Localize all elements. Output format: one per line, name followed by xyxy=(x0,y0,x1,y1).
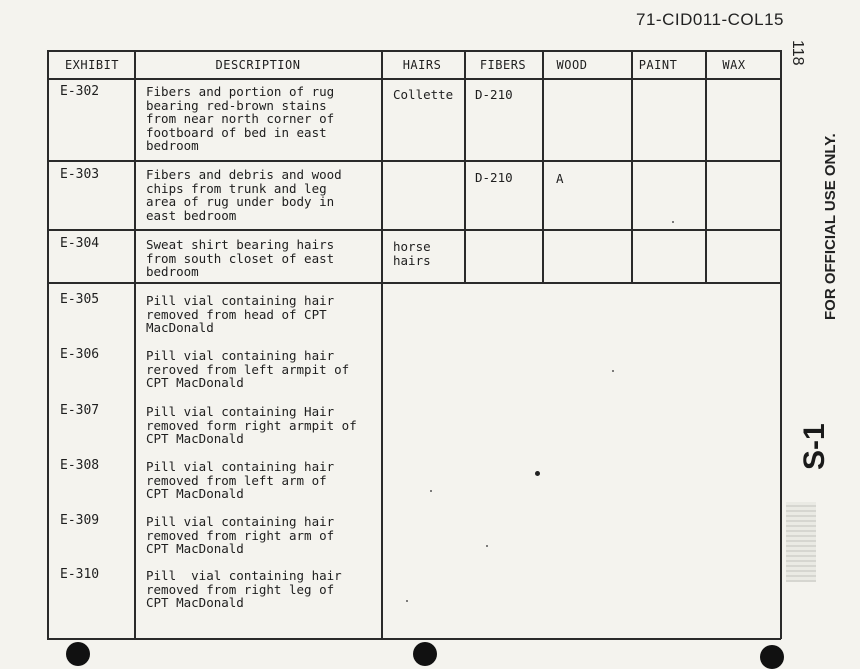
exhibit-description: Pill vial containing hair removed from right arm of CPT MacDonald xyxy=(146,514,335,557)
binder-hole xyxy=(66,642,90,666)
exhibit-description: Pill vial containing Hair removed form right armpit of CPT MacDonald xyxy=(146,404,357,447)
ink-speck xyxy=(535,471,540,476)
ink-speck xyxy=(406,600,408,602)
page-number: 118 xyxy=(789,40,806,66)
ink-speck xyxy=(612,370,614,372)
exhibit-description: Sweat shirt bearing hairs from south closet of east bedroom xyxy=(146,237,335,280)
exhibit-number: E-303 xyxy=(60,167,100,182)
fibers-value: D-210 xyxy=(475,170,513,185)
ink-speck xyxy=(486,545,488,547)
ink-speck xyxy=(430,490,432,492)
exhibit-stamp xyxy=(786,502,816,582)
exhibit-number: E-304 xyxy=(60,236,100,251)
hairs-value: Collette xyxy=(393,87,454,102)
fibers-value: D-210 xyxy=(475,87,513,102)
official-use-note: FOR OFFICIAL USE ONLY. xyxy=(822,133,839,320)
exhibit-description: Fibers and debris and wood chips from trunk and leg area of rug under body in east bedroom xyxy=(146,167,342,223)
exhibit-description: Pill vial containing hair reroved from left armpit of CPT MacDonald xyxy=(146,348,350,391)
header-hairs: HAIRS xyxy=(402,58,442,72)
exhibit-description: Pill vial containing hair removed from right leg of CPT MacDonald xyxy=(146,568,342,611)
hairs-value: horse hairs xyxy=(393,239,431,268)
wood-value: A xyxy=(556,171,564,186)
header-exhibit: EXHIBIT xyxy=(64,58,120,72)
document-id: 71-CID011-COL15 xyxy=(636,10,784,29)
exhibit-description: Pill vial containing hair removed from left arm of CPT MacDonald xyxy=(146,459,335,502)
header-fibers: FIBERS xyxy=(479,58,527,72)
ink-speck xyxy=(672,221,674,223)
exhibit-number: E-307 xyxy=(60,403,100,418)
exhibit-number: E-306 xyxy=(60,347,100,362)
header-wax: WAX xyxy=(722,58,746,72)
exhibit-number: E-310 xyxy=(60,567,100,582)
binder-hole xyxy=(760,645,784,669)
header-wood: WOOD xyxy=(556,58,588,72)
exhibit-mark: S-1 xyxy=(798,423,831,470)
exhibit-description: Pill vial containing hair removed from head of CPT MacDonald xyxy=(146,293,335,336)
exhibit-number: E-309 xyxy=(60,513,100,528)
exhibit-number: E-302 xyxy=(60,84,100,99)
header-description: DESCRIPTION xyxy=(215,58,301,72)
exhibit-number: E-308 xyxy=(60,458,100,473)
header-paint: PAINT xyxy=(638,58,678,72)
binder-hole xyxy=(413,642,437,666)
exhibit-description: Fibers and portion of rug bearing red-brown stains from near north corner of footboard of bed in east bedroom xyxy=(146,84,335,154)
exhibit-number: E-305 xyxy=(60,292,100,307)
